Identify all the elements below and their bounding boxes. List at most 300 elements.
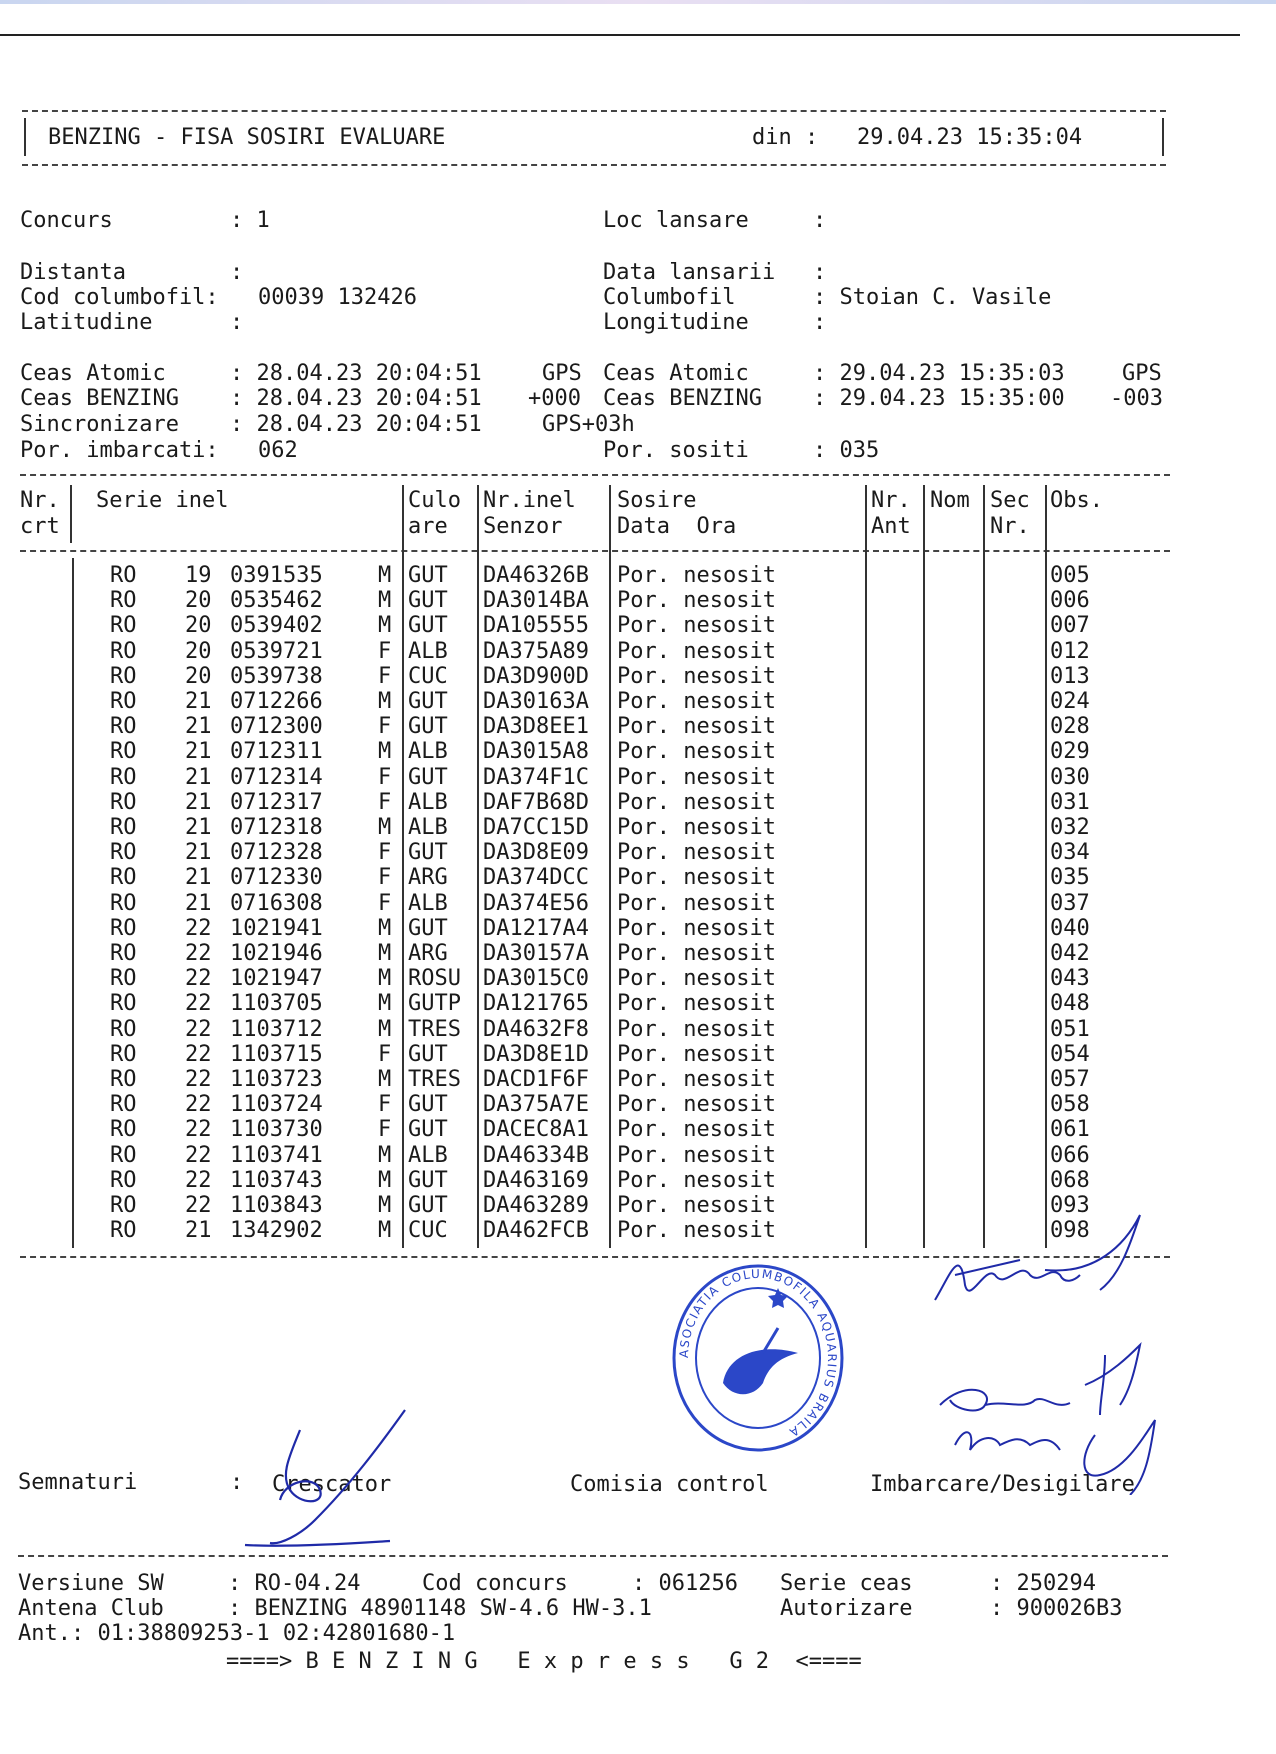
left-atomic-extra: GPS	[542, 361, 582, 386]
cell-country: RO	[110, 1117, 137, 1143]
cell-country: RO	[110, 865, 137, 891]
cell-sex: F	[378, 840, 392, 866]
cell-sex: F	[378, 1117, 392, 1143]
cell-ring-number: 0712317	[230, 789, 323, 815]
table-row	[0, 867, 1276, 892]
cell-color: ROSU	[408, 966, 461, 992]
header-serie-inel: Serie inel	[96, 488, 229, 513]
cell-color: ALB	[408, 638, 448, 664]
cell-year: 21	[185, 890, 212, 916]
left-benzing-value: : 28.04.23 20:04:51	[230, 386, 482, 411]
cell-sex: M	[378, 966, 392, 992]
cell-obs: 034	[1050, 840, 1090, 866]
cell-color: GUT	[408, 1092, 448, 1118]
cell-color: GUT	[408, 563, 448, 588]
cell-arrival: Por. nesosit	[617, 991, 776, 1017]
header-nrinel-line2: Senzor	[483, 514, 563, 539]
antena-ids: Ant.: 01:38809253-1 02:42801680-1	[18, 1621, 456, 1646]
cell-arrival: Por. nesosit	[617, 789, 776, 815]
header-ant-line2: Ant	[871, 514, 911, 539]
commission-signatures	[925, 1205, 1185, 1495]
cell-color: GUT	[408, 915, 448, 941]
cell-ring-number: 1021946	[230, 941, 323, 966]
device-brand-line: ====> B E N Z I N G E x p r e s s G 2 <====	[226, 1649, 862, 1674]
cell-sensor: DA3015C0	[483, 966, 589, 992]
cell-arrival: Por. nesosit	[617, 1117, 776, 1143]
table-row	[0, 817, 1276, 842]
cell-obs: 043	[1050, 966, 1090, 992]
longitudine-label: Longitudine	[603, 310, 749, 335]
cell-color: GUTP	[408, 991, 461, 1017]
longitudine-value: :	[813, 310, 827, 335]
cell-sensor: DA3015A8	[483, 739, 589, 765]
cell-arrival: Por. nesosit	[617, 1041, 776, 1067]
cell-year: 21	[185, 865, 212, 891]
cell-sensor: DA3D900D	[483, 663, 589, 689]
report-date-value: 29.04.23 15:35:04	[857, 125, 1083, 150]
cell-arrival: Por. nesosit	[617, 714, 776, 740]
distanta-label: Distanta	[20, 260, 126, 285]
cell-sex: M	[378, 1067, 392, 1092]
cell-ring-number: 1021947	[230, 966, 323, 992]
table-row	[0, 741, 1276, 766]
cell-color: GUT	[408, 1167, 448, 1193]
antena-value: : BENZING 48901148 SW-4.6 HW-3.1	[228, 1596, 652, 1621]
semnaturi-colon: :	[230, 1470, 244, 1495]
latitudine-label: Latitudine	[20, 310, 153, 335]
cell-ring-number: 0712300	[230, 714, 323, 740]
cell-sex: M	[378, 815, 392, 840]
loc-lansare-value: :	[813, 208, 827, 233]
cell-country: RO	[110, 1142, 137, 1168]
data-lansarii-value: :	[813, 260, 827, 285]
cell-obs: 037	[1050, 890, 1090, 916]
cell-sex: M	[378, 941, 392, 966]
cell-color: TRES	[408, 1067, 461, 1092]
cell-obs: 098	[1050, 1218, 1090, 1244]
cell-sensor: DA46326B	[483, 563, 589, 588]
cell-year: 22	[185, 966, 212, 992]
cell-sensor: DA3014BA	[483, 588, 589, 614]
cell-sex: M	[378, 739, 392, 765]
antena-label: Antena Club	[18, 1596, 164, 1621]
footer-border	[18, 1555, 1168, 1557]
cell-sensor: DA30163A	[483, 689, 589, 714]
cell-sensor: DA374DCC	[483, 865, 589, 891]
cell-ring-number: 1103712	[230, 1016, 323, 1042]
cell-year: 21	[185, 714, 212, 740]
cell-color: ALB	[408, 890, 448, 916]
cell-arrival: Por. nesosit	[617, 1218, 776, 1244]
cell-arrival: Por. nesosit	[617, 613, 776, 639]
cell-arrival: Por. nesosit	[617, 689, 776, 714]
cell-arrival: Por. nesosit	[617, 1067, 776, 1092]
cell-ring-number: 0391535	[230, 563, 323, 588]
cell-color: ALB	[408, 789, 448, 815]
table-row	[0, 1119, 1276, 1144]
cell-sex: M	[378, 915, 392, 941]
cell-year: 21	[185, 689, 212, 714]
cell-country: RO	[110, 915, 137, 941]
cell-country: RO	[110, 1067, 137, 1092]
table-row	[0, 663, 1276, 691]
cell-sex: F	[378, 663, 392, 689]
table-row	[0, 890, 1276, 918]
cell-year: 21	[185, 739, 212, 765]
cell-sex: F	[378, 638, 392, 664]
sincronizare-value: : 28.04.23 20:04:51	[230, 412, 482, 437]
cell-sensor: DA46334B	[483, 1142, 589, 1168]
cell-ring-number: 1103743	[230, 1167, 323, 1193]
cell-country: RO	[110, 789, 137, 815]
cell-country: RO	[110, 663, 137, 689]
header-top-border	[22, 110, 1166, 112]
cell-arrival: Por. nesosit	[617, 840, 776, 866]
cell-sensor: DA463169	[483, 1167, 589, 1193]
cell-country: RO	[110, 840, 137, 866]
table-row	[0, 1041, 1276, 1069]
table-row	[0, 789, 1276, 817]
table-row	[0, 1069, 1276, 1094]
table-row	[0, 993, 1276, 1018]
cod-concurs-value: : 061256	[632, 1571, 738, 1596]
cell-obs: 031	[1050, 789, 1090, 815]
loc-lansare-label: Loc lansare	[603, 208, 749, 233]
cell-sex: F	[378, 714, 392, 740]
cell-arrival: Por. nesosit	[617, 739, 776, 765]
sositi-value: : 035	[813, 438, 880, 463]
cell-color: GUT	[408, 1041, 448, 1067]
cell-sensor: DA3D8EE1	[483, 714, 589, 740]
cell-sex: F	[378, 764, 392, 790]
cell-year: 21	[185, 1218, 212, 1244]
cell-arrival: Por. nesosit	[617, 865, 776, 891]
right-benzing-value: : 29.04.23 15:35:00	[813, 386, 1065, 411]
latitudine-value: :	[230, 310, 244, 335]
cell-color: CUC	[408, 663, 448, 689]
cell-obs: 048	[1050, 991, 1090, 1017]
cell-arrival: Por. nesosit	[617, 663, 776, 689]
cell-ring-number: 0712330	[230, 865, 323, 891]
cod-concurs-label: Cod concurs	[422, 1571, 568, 1596]
cell-ring-number: 0712318	[230, 815, 323, 840]
header-nr-line2: crt	[20, 514, 60, 539]
left-atomic-value: : 28.04.23 20:04:51	[230, 361, 482, 386]
cell-color: GUT	[408, 714, 448, 740]
cell-obs: 057	[1050, 1067, 1090, 1092]
concurs-label: Concurs	[20, 208, 113, 233]
cell-color: CUC	[408, 1218, 448, 1244]
cell-ring-number: 0712266	[230, 689, 323, 714]
cell-year: 22	[185, 1067, 212, 1092]
cell-country: RO	[110, 966, 137, 992]
cell-year: 22	[185, 1142, 212, 1168]
cell-arrival: Por. nesosit	[617, 1016, 776, 1042]
right-atomic-value: : 29.04.23 15:35:03	[813, 361, 1065, 386]
cell-year: 22	[185, 991, 212, 1017]
table-row	[0, 968, 1276, 993]
cod-columbofil-label: Cod columbofil:	[20, 285, 219, 310]
cell-year: 22	[185, 1117, 212, 1143]
table-row	[0, 764, 1276, 792]
header-sosire-line2: Data Ora	[617, 514, 737, 539]
table-row	[0, 638, 1276, 666]
cell-country: RO	[110, 890, 137, 916]
cell-color: TRES	[408, 1016, 461, 1042]
versiune-value: : RO-04.24	[228, 1571, 361, 1596]
autorizare-value: : 900026B3	[990, 1596, 1123, 1621]
cell-arrival: Por. nesosit	[617, 966, 776, 992]
cell-color: GUT	[408, 689, 448, 714]
cell-obs: 066	[1050, 1142, 1090, 1168]
cell-year: 20	[185, 613, 212, 639]
cell-ring-number: 0716308	[230, 890, 323, 916]
scan-top-edge	[0, 0, 1276, 4]
cell-sensor: DA4632F8	[483, 1016, 589, 1042]
cell-sex: F	[378, 865, 392, 891]
cell-sex: F	[378, 890, 392, 916]
cell-country: RO	[110, 1041, 137, 1067]
cell-country: RO	[110, 638, 137, 664]
cell-sensor: DA3D8E1D	[483, 1041, 589, 1067]
cell-arrival: Por. nesosit	[617, 1142, 776, 1168]
cell-color: ALB	[408, 815, 448, 840]
cell-sensor: DA463289	[483, 1193, 589, 1218]
cell-color: ALB	[408, 1142, 448, 1168]
cell-sex: M	[378, 1218, 392, 1244]
crescator-signature	[240, 1405, 410, 1555]
cell-color: ARG	[408, 865, 448, 891]
cell-country: RO	[110, 613, 137, 639]
table-row	[0, 1142, 1276, 1170]
cell-obs: 068	[1050, 1167, 1090, 1193]
cell-country: RO	[110, 714, 137, 740]
cell-ring-number: 0535462	[230, 588, 323, 614]
cell-sex: M	[378, 1193, 392, 1218]
cell-color: ARG	[408, 941, 448, 966]
cell-arrival: Por. nesosit	[617, 815, 776, 840]
left-benzing-label: Ceas BENZING	[20, 386, 179, 411]
cell-obs: 030	[1050, 764, 1090, 790]
cell-country: RO	[110, 1016, 137, 1042]
cell-color: GUT	[408, 1117, 448, 1143]
cell-year: 21	[185, 764, 212, 790]
cell-country: RO	[110, 991, 137, 1017]
header-sosire-line1: Sosire	[617, 488, 697, 513]
imbarcare-label: Imbarcare/Desigilare	[870, 1472, 1135, 1497]
right-benzing-label: Ceas BENZING	[603, 386, 762, 411]
cell-year: 22	[185, 915, 212, 941]
cell-ring-number: 0712311	[230, 739, 323, 765]
autorizare-label: Autorizare	[780, 1596, 913, 1621]
cell-sensor: DA105555	[483, 613, 589, 639]
cell-sensor: DA30157A	[483, 941, 589, 966]
header-ant-line1: Nr.	[871, 488, 911, 513]
cell-arrival: Por. nesosit	[617, 638, 776, 664]
cell-ring-number: 0539402	[230, 613, 323, 639]
comisia-label: Comisia control	[570, 1472, 769, 1497]
cod-columbofil-value: 00039 132426	[258, 285, 417, 310]
cell-obs: 058	[1050, 1092, 1090, 1118]
cell-country: RO	[110, 941, 137, 966]
cell-country: RO	[110, 1218, 137, 1244]
table-top-border	[20, 474, 1170, 476]
cell-country: RO	[110, 1092, 137, 1118]
cell-year: 22	[185, 1041, 212, 1067]
serie-ceas-label: Serie ceas	[780, 1571, 913, 1596]
table-row	[0, 915, 1276, 943]
cell-country: RO	[110, 764, 137, 790]
cell-obs: 042	[1050, 941, 1090, 966]
cell-sex: M	[378, 563, 392, 588]
paper-edge-line	[0, 34, 1240, 36]
distanta-value: :	[230, 260, 244, 285]
cell-country: RO	[110, 815, 137, 840]
cell-sensor: DA375A7E	[483, 1092, 589, 1118]
cell-sensor: DA3D8E09	[483, 840, 589, 866]
cell-ring-number: 0712314	[230, 764, 323, 790]
cell-sex: F	[378, 789, 392, 815]
stamp-text: ASOCIATIA COLUMBOFILA AQUARIUS BRAILA	[676, 1266, 840, 1441]
data-lansarii-label: Data lansarii	[603, 260, 776, 285]
header-nom: Nom	[930, 488, 970, 513]
columbofil-value: : Stoian C. Vasile	[813, 285, 1052, 310]
cell-sex: F	[378, 1092, 392, 1118]
sincronizare-label: Sincronizare	[20, 412, 179, 437]
cell-sensor: DACD1F6F	[483, 1067, 589, 1092]
left-atomic-label: Ceas Atomic	[20, 361, 166, 386]
cell-country: RO	[110, 1193, 137, 1218]
cell-sensor: DA121765	[483, 991, 589, 1017]
cell-obs: 006	[1050, 588, 1090, 614]
cell-year: 22	[185, 1167, 212, 1193]
cell-year: 20	[185, 588, 212, 614]
cell-sensor: DA374F1C	[483, 764, 589, 790]
table-row	[0, 943, 1276, 968]
cell-ring-number: 1103724	[230, 1092, 323, 1118]
cell-obs: 054	[1050, 1041, 1090, 1067]
cell-arrival: Por. nesosit	[617, 563, 776, 588]
cell-color: GUT	[408, 1193, 448, 1218]
right-atomic-extra: GPS	[1122, 361, 1162, 386]
cell-arrival: Por. nesosit	[617, 764, 776, 790]
cell-sensor: DACEC8A1	[483, 1117, 589, 1143]
cell-sensor: DA1217A4	[483, 915, 589, 941]
serie-ceas-value: : 250294	[990, 1571, 1096, 1596]
cell-year: 21	[185, 840, 212, 866]
cell-color: GUT	[408, 613, 448, 639]
cell-sensor: DA462FCB	[483, 1218, 589, 1244]
columbofil-label: Columbofil	[603, 285, 736, 310]
cell-obs: 029	[1050, 739, 1090, 765]
table-row	[0, 1094, 1276, 1119]
header-culoare-line1: Culo	[408, 488, 461, 513]
semnaturi-label: Semnaturi	[18, 1470, 138, 1495]
cell-obs: 005	[1050, 563, 1090, 588]
cell-obs: 061	[1050, 1117, 1090, 1143]
header-nr-line1: Nr.	[20, 488, 60, 513]
cell-obs: 051	[1050, 1016, 1090, 1042]
table-row	[0, 565, 1276, 590]
cell-color: GUT	[408, 588, 448, 614]
cell-sex: M	[378, 689, 392, 714]
imbarcati-label: Por. imbarcati:	[20, 438, 219, 463]
table-row	[0, 691, 1276, 716]
cell-ring-number: 1021941	[230, 915, 323, 941]
table-row	[0, 716, 1276, 741]
cell-country: RO	[110, 588, 137, 614]
crescator-label: Crescator	[272, 1472, 392, 1497]
sincronizare-extra: GPS+03h	[542, 412, 635, 437]
table-row	[0, 590, 1276, 615]
cell-ring-number: 0539721	[230, 638, 323, 664]
cell-sensor: DA375A89	[483, 638, 589, 664]
cell-country: RO	[110, 739, 137, 765]
cell-sensor: DAF7B68D	[483, 789, 589, 815]
cell-year: 21	[185, 815, 212, 840]
header-sec-line1: Sec	[990, 488, 1030, 513]
cell-color: GUT	[408, 840, 448, 866]
cell-sex: M	[378, 1167, 392, 1193]
cell-sensor: DA7CC15D	[483, 815, 589, 840]
cell-year: 20	[185, 663, 212, 689]
header-bottom-border	[22, 164, 1166, 166]
cell-sensor: DA374E56	[483, 890, 589, 916]
left-benzing-extra: +000	[528, 386, 581, 411]
club-stamp	[668, 1258, 848, 1458]
header-obs: Obs.	[1050, 488, 1103, 513]
report-date-label: din :	[752, 125, 819, 150]
table-row	[0, 1016, 1276, 1044]
cell-color: GUT	[408, 764, 448, 790]
header-sec-line2: Nr.	[990, 514, 1030, 539]
right-atomic-label: Ceas Atomic	[603, 361, 749, 386]
cell-sex: M	[378, 588, 392, 614]
cell-arrival: Por. nesosit	[617, 588, 776, 614]
cell-color: ALB	[408, 739, 448, 765]
table-row	[0, 1167, 1276, 1195]
cell-ring-number: 0539738	[230, 663, 323, 689]
cell-obs: 035	[1050, 865, 1090, 891]
cell-year: 21	[185, 789, 212, 815]
cell-sex: M	[378, 1142, 392, 1168]
imbarcati-value: 062	[258, 438, 298, 463]
cell-obs: 024	[1050, 689, 1090, 714]
concurs-value: : 1	[230, 208, 270, 233]
cell-obs: 093	[1050, 1193, 1090, 1218]
cell-ring-number: 1103723	[230, 1067, 323, 1092]
cell-arrival: Por. nesosit	[617, 1167, 776, 1193]
cell-arrival: Por. nesosit	[617, 890, 776, 916]
cell-obs: 012	[1050, 638, 1090, 664]
cell-arrival: Por. nesosit	[617, 915, 776, 941]
header-right-border	[1162, 118, 1164, 156]
cell-sex: M	[378, 991, 392, 1017]
cell-ring-number: 1342902	[230, 1218, 323, 1244]
cell-obs: 007	[1050, 613, 1090, 639]
cell-year: 20	[185, 638, 212, 664]
cell-ring-number: 1103741	[230, 1142, 323, 1168]
cell-obs: 013	[1050, 663, 1090, 689]
header-left-border	[24, 118, 26, 156]
table-row	[0, 842, 1276, 867]
cell-ring-number: 0712328	[230, 840, 323, 866]
col-line-nr	[70, 485, 72, 543]
cell-sex: M	[378, 1016, 392, 1042]
header-culoare-line2: are	[408, 514, 448, 539]
cell-obs: 040	[1050, 915, 1090, 941]
header-nrinel-line1: Nr.inel	[483, 488, 576, 513]
